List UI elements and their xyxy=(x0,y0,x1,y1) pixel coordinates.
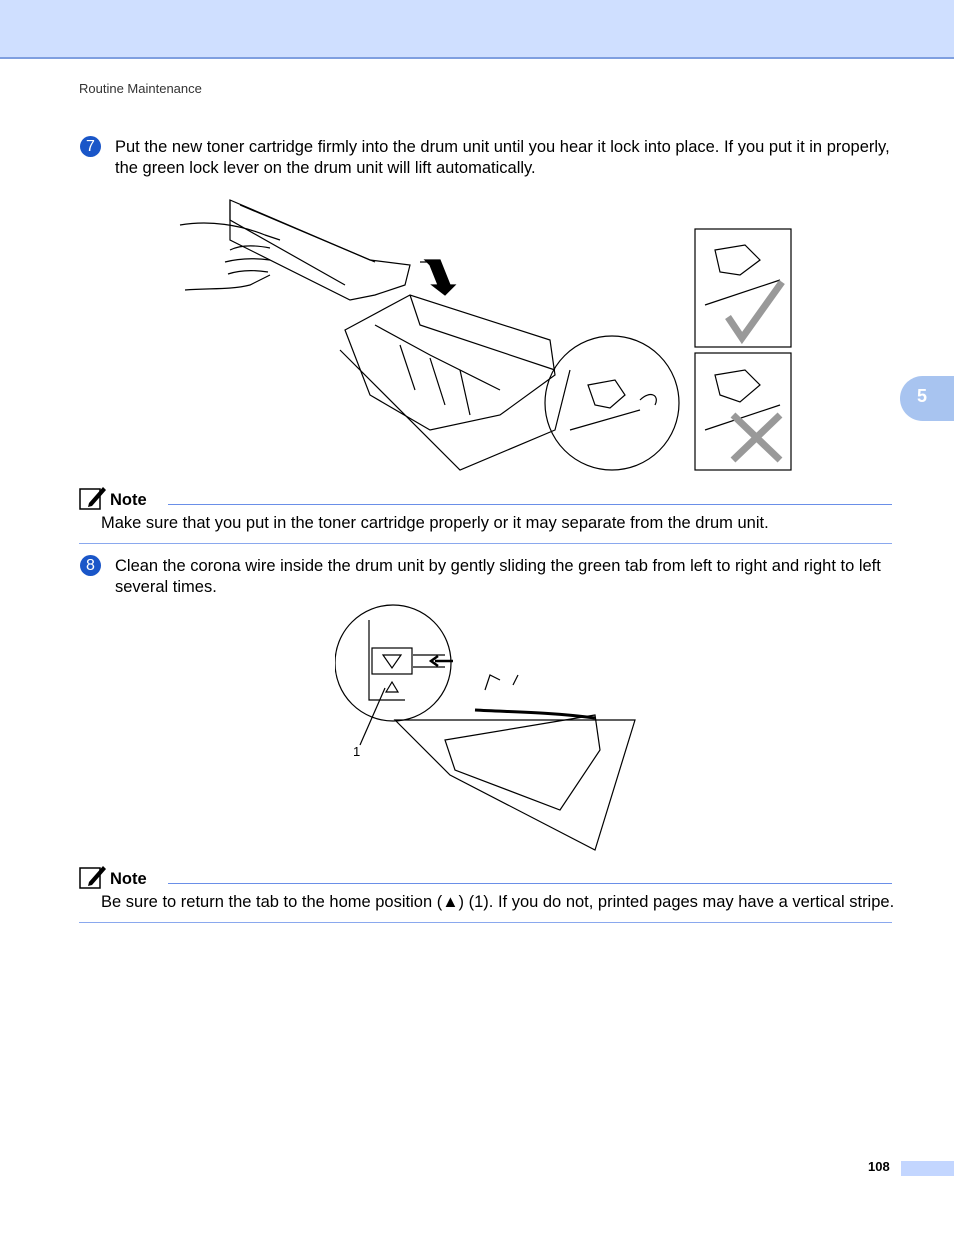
step-7-text: Put the new toner cartridge firmly into the drum unit until you hear it lock into place. If you put it in properly, the green lock lever on the drum unit will lift automatically. xyxy=(115,138,890,177)
top-header-band xyxy=(0,0,954,59)
step-8-text: Clean the corona wire inside the drum unit by gently sliding the green tab from left to right and right to left several times. xyxy=(115,557,881,596)
chapter-tab[interactable] xyxy=(900,376,954,421)
step-8-badge: 8 xyxy=(80,555,101,576)
page-number: 108 xyxy=(868,1159,890,1174)
chapter-number: 5 xyxy=(917,386,928,406)
running-header: Routine Maintenance xyxy=(79,81,202,96)
note-2-text: Be sure to return the tab to the home position (▲) (1). If you do not, printed pages may have a vertical stripe. xyxy=(101,893,895,911)
note-1-title: Note xyxy=(110,491,147,509)
figure-callout-1: 1 xyxy=(353,744,361,759)
page-number-bar xyxy=(901,1161,954,1176)
note-1-bottom-rule xyxy=(79,543,892,544)
note-1-text: Make sure that you put in the toner cartridge properly or it may separate from the drum unit. xyxy=(101,514,769,532)
toner-insertion-illustration xyxy=(170,190,800,480)
note-1-rule xyxy=(168,504,892,505)
corona-wire-illustration xyxy=(335,600,645,855)
step-7-badge: 7 xyxy=(80,136,101,157)
note-pencil-icon xyxy=(79,485,107,511)
note-2-title: Note xyxy=(110,870,147,888)
note-2-rule xyxy=(168,883,892,884)
note-pencil-icon xyxy=(79,864,107,890)
note-2-bottom-rule xyxy=(79,922,892,923)
